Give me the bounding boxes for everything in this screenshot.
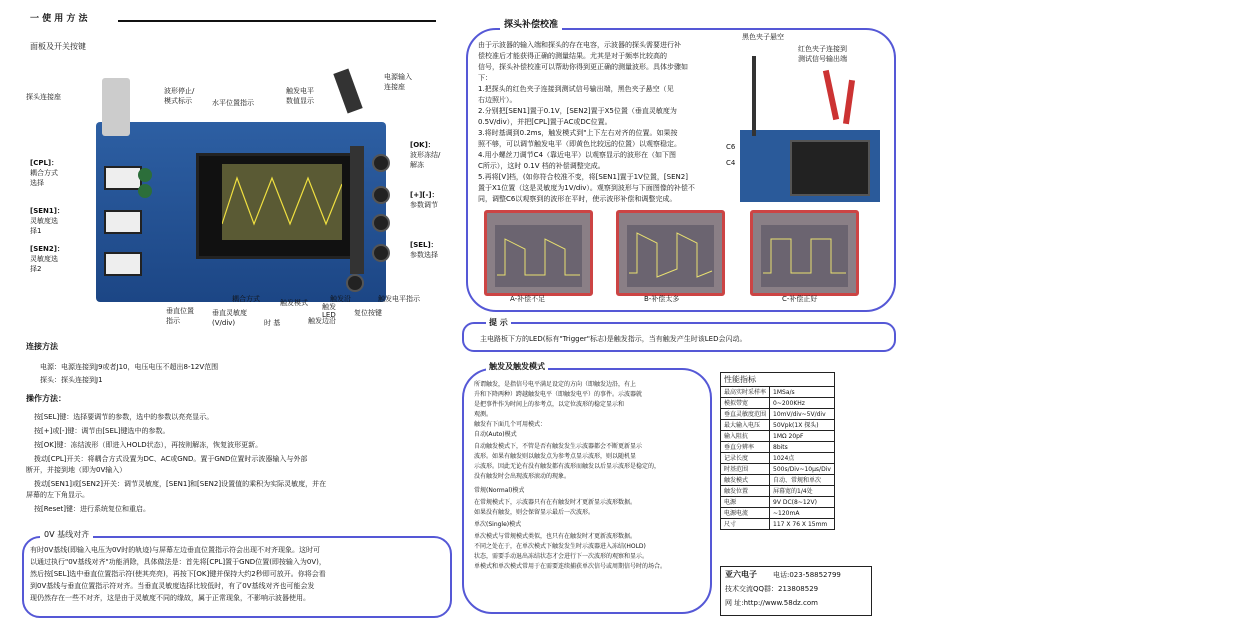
trigger-text: 如果没有触发，则会保留显示最后一次波形。 — [474, 509, 595, 516]
label-sen1-desc: 灵敏度选 — [30, 217, 58, 225]
waveform-shot-a — [484, 210, 593, 296]
pin-header — [350, 146, 364, 274]
table-row: 时基范围 500s/Div~10μs/Div — [721, 464, 835, 475]
shot-c-caption: C-补偿正好 — [782, 295, 818, 303]
label-trig-led: 触发 — [322, 303, 336, 311]
table-row: 触发模式 自动、常规和单次 — [721, 475, 835, 486]
red-clip-label: 测试信号输出端 — [798, 55, 847, 63]
label-ok: [OK]： — [410, 141, 435, 149]
label-hpos: 水平位置指示 — [212, 99, 254, 107]
black-clip-wire — [752, 56, 756, 136]
label-trig-edge: 触发边沿 — [308, 317, 336, 325]
connect-probe: 探头：探头连接到J1 — [40, 376, 103, 384]
operate-title: 操作方法： — [26, 394, 66, 403]
label-coupling: 耦合方式 — [232, 295, 260, 303]
probe-text: 3.将时基调到0.2ms，触发模式到"上下左右对齐的位置。如果按 — [478, 129, 678, 137]
label-trig-edge: 触发沿 — [330, 295, 351, 303]
contact-phone: 电话:023-58852799 — [773, 571, 841, 579]
label-sen2-desc: 灵敏度选 — [30, 255, 58, 263]
trigger-text: 单次模式与常规模式类似，也只有在触发时才更新波形数据。 — [474, 533, 637, 540]
trigger-text: 自动(Auto)模式 — [474, 431, 517, 438]
probe-text: C所示），这时 0.1V 档的补偿调整完成。 — [478, 162, 605, 170]
probe-text: 5.再将[V]档，(如你符合校准不变，将[SEN1]置于1V位置，[SEN2] — [478, 173, 688, 181]
label-vsens: (V/div) — [212, 319, 236, 327]
label-sel-desc: 参数选择 — [410, 251, 438, 259]
op-item: 拨动[CPL]开关：将耦合方式设置为DC、AC或GND。置于GND位置时示波器输入与外部 — [34, 455, 308, 463]
op-item: 断开，并接到地（即为0V输入） — [26, 466, 127, 474]
sen1-switch[interactable] — [104, 210, 142, 234]
table-row: 最高实时采样率 1MSa/s — [721, 387, 835, 398]
label-vsens: 垂直灵敏度 — [212, 309, 247, 317]
trigger-text: 单次(Single)模式 — [474, 521, 522, 528]
trigger-text: 常规(Normal)模式 — [474, 487, 525, 494]
label-probe-input: 探头连接座 — [26, 93, 61, 101]
trigger-text: 不同之处在于，在单次模式下触发发生时示波器进入冻结(HOLD) — [474, 543, 646, 550]
table-row: 电源电流 ~120mA — [721, 508, 835, 519]
label-reset: 复位按键 — [354, 309, 382, 317]
label-vpos: 垂直位置 — [166, 307, 194, 315]
probe-text: 偿校准后才能获得正确的测量结果。尤其是对于频率比较高的 — [478, 52, 667, 60]
label-trig-mode: 触发模式 — [280, 299, 308, 307]
spec-table — [720, 372, 835, 530]
label-trig-level: 触发电平 — [286, 87, 314, 95]
waveform — [222, 164, 342, 240]
label-sen1: [SEN1]： — [30, 207, 64, 215]
trigger-title: 触发及触发模式 — [486, 362, 548, 372]
trigger-text: 示波形。因此无论有没有触发都有波形而触发以后显示波形是稳定的， — [474, 463, 661, 470]
tip-text: 主电路板下方的LED(标有"Trigger"标志)是触发指示，当有触发产生时该LED会闪动。 — [480, 335, 747, 343]
trigger-text: 升和下降两种）跨越触发电平（即触发电平）的事件。示波器就 — [474, 391, 643, 398]
plus-button[interactable] — [372, 186, 390, 204]
label-timebase: 时 基 — [264, 319, 281, 327]
power-plug — [333, 69, 362, 114]
label-vpos: 指示 — [166, 317, 180, 325]
probe-text: 1.把探头的红色夹子连接到测试信号输出端，黑色夹子悬空（见 — [478, 85, 674, 93]
sel-button[interactable] — [372, 244, 390, 262]
op-item: 按[+]或[-]键：调节由[SEL]键选中的参数。 — [34, 427, 170, 435]
connect-title: 连接方法 — [26, 342, 58, 351]
trigger-text: 所谓触发，是指信号电平满足设定的方向（即触发边沿，有上 — [474, 381, 637, 388]
table-row: 输入阻抗 1MΩ 20pF — [721, 431, 835, 442]
contact-support: 技术交流QQ群：213808529 — [725, 585, 819, 593]
waveform-shot-c — [750, 210, 859, 296]
trigger-text: 没有触发时会出现波形滚动的现象。 — [474, 473, 571, 480]
table-row: 尺寸 117 X 76 X 15mm — [721, 519, 835, 530]
contact-web[interactable]: 网 址:http://www.58dz.com — [725, 599, 818, 607]
trigger-text: 波形。如果有触发则以触发点为参考点显示波形，则以随机显 — [474, 453, 637, 460]
label-power-in: 连接座 — [384, 83, 405, 91]
cpl-switch[interactable] — [104, 166, 142, 190]
subsection-title: 面板及开关按键 — [30, 42, 86, 51]
label-cpl-desc: 选择 — [30, 179, 44, 187]
label-mode-display: 模式标示 — [164, 97, 192, 105]
probe-text: 由于示波器的输入端和探头的存在电容，示波器的探头需要进行补 — [478, 41, 681, 49]
label-ok-desc: 波形冻结/ — [410, 151, 441, 159]
zero-text: 到0V基线与垂直位置指示符对齐。当垂直灵敏度选择比较低时，有了0V基线对齐也可能会发 — [30, 582, 315, 590]
section-divider — [118, 20, 436, 22]
contact-box — [720, 566, 872, 616]
trigger-text: 状态，需要手动退出冻结状态才会进行下一次波形的观察和显示。 — [474, 553, 649, 560]
op-item: 屏幕的左下角显示。 — [26, 491, 89, 499]
op-item: 按[SEL]键：选择要调节的参数，选中的参数以亮亮显示。 — [34, 413, 214, 421]
label-sen2: [SEN2]： — [30, 245, 64, 253]
table-row: 触发位置 屏幕宽的1/4处 — [721, 486, 835, 497]
label-trig-pos: 触发电平指示 — [378, 295, 420, 303]
probe-text: 置于X1位置（这是灵敏度为1V/div）。观察到波形与下面图像的补偿不 — [478, 184, 695, 192]
label-mode-display: 波形停止/ — [164, 87, 195, 95]
section-title: 一 使 用 方 法 — [30, 14, 88, 24]
minus-button[interactable] — [372, 214, 390, 232]
zero-title: 0V 基线对齐 — [40, 530, 93, 540]
probe-text: 信号，探头补偿校准可以帮助你得到更正确的测量波形。具体步骤如 — [478, 63, 688, 71]
red-clip-label: 红色夹子连接到 — [798, 45, 847, 53]
capacitor — [138, 184, 152, 198]
shot-b-caption: B-补偿太多 — [644, 295, 680, 303]
op-item: 按[OK]键：冻结波形（即进入HOLD状态），再按则解冻，恢复波形更新。 — [34, 441, 263, 449]
label-trig-level: 数值显示 — [286, 97, 314, 105]
trigger-text: 自动触发模式下，不管是否有触发发生示波器都会不断更新显示 — [474, 443, 643, 450]
label-cpl: [CPL]： — [30, 159, 59, 167]
trigger-text: 单模式和单次模式常用于在需要连续捕获单次信号或周期信号时的场合。 — [474, 563, 667, 570]
zero-text: 有时0V基线(即输入电压为0V时的轨迹)与屏幕左边垂直位置指示符会出现不对齐现象。这时可 — [30, 546, 320, 554]
trigger-text: 触发有下面几个可用模式： — [474, 421, 547, 428]
ok-button[interactable] — [372, 154, 390, 172]
zero-text: 以通过执行"0V基线对齐"功能消除，具体做法是：首先将[CPL]置于GND位置(即按输入为0V)， — [30, 558, 326, 566]
connect-power: 电源：电源连接到J9或者J10，电压电压不超出8-12V范围 — [40, 363, 219, 371]
scope-display — [222, 164, 342, 240]
label-power-in: 电源输入 — [384, 73, 412, 81]
label-ok-desc: 解冻 — [410, 161, 424, 169]
op-item: 按[Reset]键：进行系统复位和重启。 — [34, 505, 151, 513]
waveform-shot-b — [616, 210, 725, 296]
spec-title: 性能指标 — [721, 373, 835, 387]
table-row: 电源 9V DC(8~12V) — [721, 497, 835, 508]
calibration-lcd — [790, 140, 870, 196]
trigger-text: 观测。 — [474, 411, 493, 418]
table-row: 记录长度 1024点 — [721, 453, 835, 464]
label-trig-led: LED — [322, 311, 336, 319]
op-item: 拨动[SEN1]或[SEN2]开关：调节灵敏度，[SEN1]和[SEN2]设置值的乘积为实际灵敏度，并在 — [34, 480, 327, 488]
probe-text: 下： — [478, 74, 492, 82]
zero-text: 现仍然存在一些不对齐，这是由于灵敏度不同的缘故，属于正常现象，不影响示波器使用。 — [30, 594, 310, 602]
reset-button[interactable] — [346, 274, 364, 292]
black-clip-label: 黑色夹子悬空 — [742, 33, 784, 41]
label-cpl-desc: 耦合方式 — [30, 169, 58, 177]
table-row: 模拟带宽 0~200KHz — [721, 398, 835, 409]
probe-text: 2.分别把[SEN1]置于0.1V，[SEN2]置于X5位置（垂直灵敏度为 — [478, 107, 677, 115]
table-row: 最大输入电压 50Vpk(1X 探头) — [721, 420, 835, 431]
zero-text: 然后按[SEL]选中垂直位置指示符(使其亮亮)，再按下[OK]键并保持大约2秒即可放开。你将会看 — [30, 570, 326, 578]
probe-text: 右边照片）。 — [478, 96, 517, 104]
tip-title: 提 示 — [486, 318, 511, 328]
label-plus-minus-desc: 参数调节 — [410, 201, 438, 209]
table-row: 垂直分辨率 8bits — [721, 442, 835, 453]
label-plus-minus: [+][-]： — [410, 191, 439, 199]
probe-text: 4.用小螺丝刀调节C4（靠近电平）以观察显示的波形在（如下图 — [478, 151, 677, 159]
shot-a-caption: A-补偿不足 — [510, 295, 546, 303]
probe-title: 探头补偿校准 — [500, 20, 562, 30]
label-sel: [SEL]： — [410, 241, 438, 249]
probe-text: 0.5V/div），并把[CPL]置于AC或DC位置。 — [478, 118, 612, 126]
label-sen1-desc: 择1 — [30, 227, 42, 235]
bnc-connector — [102, 78, 130, 136]
probe-text: 同，调整C6以观察到的波形在平时，使示波形补偿和调整完成。 — [478, 195, 677, 203]
capacitor — [138, 168, 152, 182]
table-row: 垂直灵敏度范围 10mV/div~5V/div — [721, 409, 835, 420]
c4-label: C4 — [726, 159, 736, 167]
probe-text: 照不够，可以调节触发电平（即黄色比较远的位置）以观察稳定。 — [478, 140, 681, 148]
sen2-switch[interactable] — [104, 252, 142, 276]
trigger-text: 是把事件作为时间上的参考点，以定位波形的稳定显示和 — [474, 401, 625, 408]
company-name: 亚六电子 — [725, 570, 757, 579]
label-sen2-desc: 择2 — [30, 265, 42, 273]
c6-label: C6 — [726, 143, 736, 151]
trigger-text: 在常规模式下，示波器只有在有触发时才更新显示波形数据。 — [474, 499, 637, 506]
